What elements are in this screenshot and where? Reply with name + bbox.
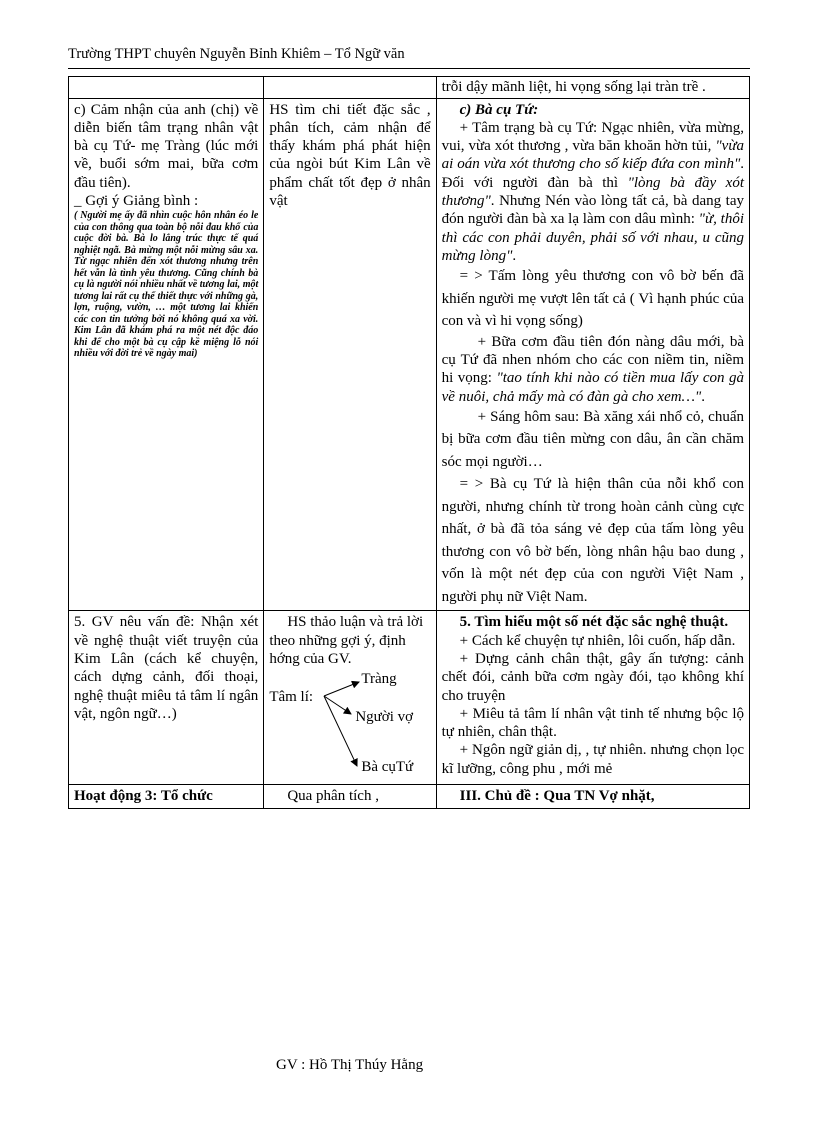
mood-end: .: [512, 247, 517, 264]
diagram-branch-nguoi-vo: Người vợ: [355, 709, 414, 726]
activity-3-title: Hoạt động 3: Tổ chức: [74, 788, 213, 805]
diagram-root-label: Tâm lí:: [269, 689, 314, 706]
analysis-text: Qua phân tích ,: [287, 788, 379, 805]
student-discussion: HS thảo luận và trả lời theo những gợi ý, định hớng của GV.: [269, 614, 424, 667]
row2-col3: [436, 611, 749, 785]
mood-text-2: . Đối với người đàn bà thì: [441, 156, 744, 191]
section-title-art: 5. Tìm hiểu một số nét đặc sắc nghệ thuật.: [459, 614, 729, 631]
student-activity: HS tìm chi tiết đặc sắc , phân tích, cảm nhận để thấy khám phá phát hiện của ngòi bút Kim Lân về phẩm chất tốt đẹp ở nhân vật: [269, 101, 431, 209]
hint-body: ( Người mẹ ấy đã nhìn cuộc hôn nhân éo le của con thông qua toàn bộ nỗi đau khổ của cuộc đời bà. Bà lo lắng trúc thực tế quá nghiệt ngã. Bà mừng một nỗi mừng sâu xa. Từ ngạc nhiên đến xót thương nhưng trên hết vẫn là tình yêu thương. Cũng chính bà cụ là người nói nhiều nhất về tương lai, một tương lai rất cụ thể thiết thực với những gà, lợn, ruộng, vườn, … một tương lai khiến các con tin tưởng bởi nó không quá xa vời. Kim Lân đã khám phá ra một nét độc đáo khi để cho một bà cụ cập kề miệng lỗ nói nhiều với đời trẻ về ngày mai): [74, 210, 259, 360]
table-row: [69, 611, 750, 785]
paragraph-conclusion-2: = > Bà cụ Tứ là hiện thân của nỗi khổ con người, nhưng chính từ trong hoàn cảnh cùng cực nhất, ở bà đã tỏa sáng vẻ đẹp của tấm lòng yêu thương con vô bờ bến, lòng nhân hậu bao dung , vốn là một nét đẹp của con người Việt Nam , người phụ nữ Việt Nam.: [441, 476, 744, 605]
arrow-to-trang: [324, 682, 359, 696]
lesson-table: [68, 76, 750, 809]
mood-text: + Tâm trạng bà cụ Tứ: Ngạc nhiên, vừa mừng, vui, vừa xót thương , vừa băn khoăn hờn tủi,: [441, 119, 744, 155]
row3-col2: [264, 785, 436, 808]
paragraph-first-meal: [442, 333, 744, 406]
question-c: c) Cảm nhận của anh (chị) về diễn biến tâm trạng nhân vật bà cụ Tứ- mẹ Tràng (lúc mới về, buổi sớm mai, bữa cơm đầu tiên).: [74, 101, 259, 191]
diagram-branch-trang: Tràng: [361, 671, 397, 688]
row3-col3: [436, 785, 749, 808]
paragraph-conclusion-1: = > Tấm lòng yêu thương con vô bờ bến đã khiến người mẹ vượt lên tất cả ( Vì hạnh phúc của con và vì hi vọng sống): [441, 268, 744, 330]
psychology-diagram: [269, 672, 430, 782]
art-item: + Dựng cảnh chân thật, gây ấn tượng: cảnh chết đói, cảnh bữa cơm ngày đói, tạo không khí cho truyện: [441, 650, 744, 704]
quote-1: "vừa ai oán vừa xót thương cho số kiếp đứa con mình": [441, 138, 744, 173]
table-row: [69, 77, 750, 99]
paragraph-mood: [442, 119, 744, 265]
art-item: + Ngôn ngữ giản dị, , tự nhiên. nhưng chọn lọc kĩ lưỡng, công phu , mới mẻ: [441, 742, 744, 777]
quote-3: "ừ, thôi thì các con phải duyên, phải số với nhau, u cũng mừng lòng": [441, 211, 745, 264]
table-row: [69, 785, 750, 808]
row0-col1: [69, 77, 264, 99]
page-header: Trường THPT chuyên Nguyễn Bỉnh Khiêm – Tổ Ngữ văn: [68, 46, 405, 62]
art-item: + Miêu tả tâm lí nhân vật tinh tế nhưng bộc lộ tự nhiên, chân thật.: [441, 705, 744, 741]
hint-title: _ Gợi ý Giảng bình :: [74, 192, 199, 209]
question-5: 5. GV nêu vấn đề: Nhận xét về nghệ thuật viết truyện của Kim Lân (cách kể chuyện, cách dựng cảnh, đối thoại, nghệ thuật miêu tả tâm lí ngân vật, ngôn ngữ…): [74, 614, 259, 722]
mood-text-3: . Nhưng Nén vào lòng tất cả, bà dang tay đón người đàn bà xa lạ làm con dâu mình:: [441, 192, 744, 228]
row2-col1: [69, 611, 264, 785]
header-divider: [68, 68, 750, 69]
row1-col1: [69, 98, 264, 611]
diagram-branch-ba-cu-tu: Bà cụTứ: [361, 759, 414, 776]
art-item: + Cách kể chuyện tự nhiên, lôi cuốn, hấp dẫn.: [459, 632, 736, 649]
row1-col3: [436, 98, 749, 611]
meal-text: + Bữa cơm đầu tiên đón nàng dâu mới, bà cụ Tứ đã nhen nhóm cho các con niềm tin, niềm hi vọng:: [441, 333, 744, 387]
quote-4: "tao tính khi nào có tiền mua lấy con gà về nuôi, chả mấy mà có đàn gà cho xem…": [441, 370, 744, 405]
quote-2: "lòng bà đầy xót thương": [441, 174, 745, 209]
row3-col1: [69, 785, 264, 808]
continued-text: trỗi dậy mãnh liệt, hi vọng sống lại tràn trề .: [441, 79, 706, 95]
page-footer: GV : Hồ Thị Thúy Hằng: [276, 1057, 424, 1073]
row0-col2: [264, 77, 436, 99]
paragraph-next-morning: + Sáng hôm sau: Bà xăng xái nhổ cỏ, chuẩn bị bữa cơm đầu tiên mừng con dâu, ân cần chăm sóc mọi người…: [441, 408, 744, 470]
row1-col2: [264, 98, 436, 611]
meal-end: .: [701, 388, 705, 405]
table-row: [69, 98, 750, 611]
section-title-ba-cu-tu: c) Bà cụ Tứ:: [459, 101, 539, 118]
theme-title: III. Chủ đề : Qua TN Vợ nhặt,: [459, 788, 655, 805]
row2-col2: [264, 611, 436, 785]
row0-col3: [436, 77, 749, 99]
